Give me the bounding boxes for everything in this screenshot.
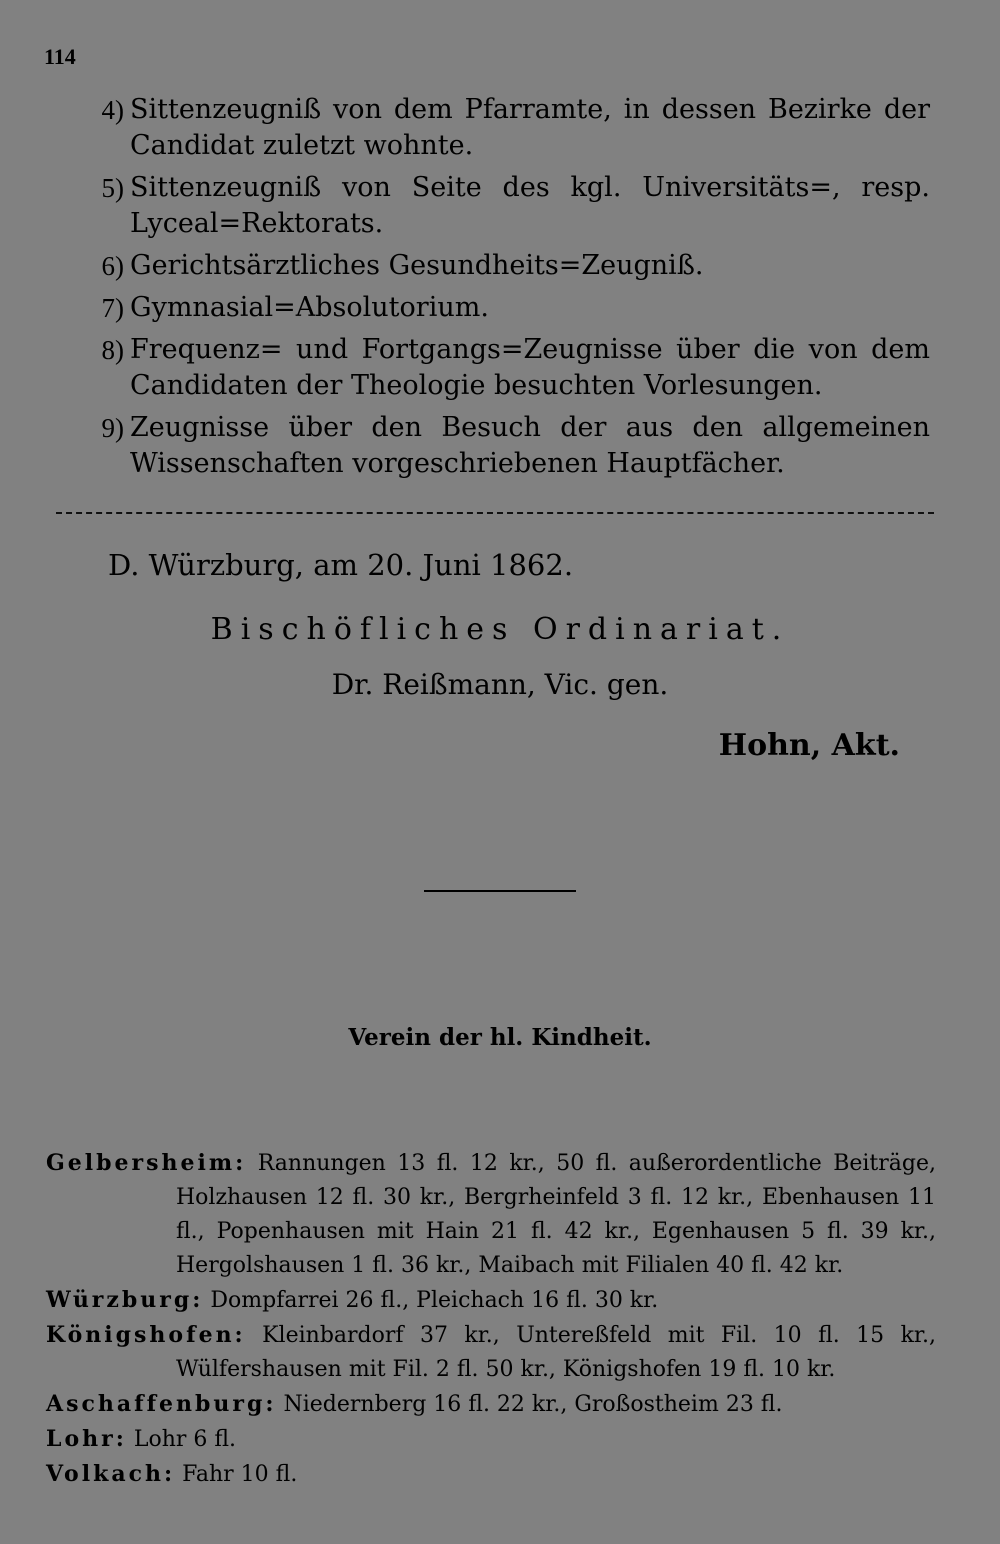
contributions-list xyxy=(46,1146,936,1492)
item-number: 7) xyxy=(101,293,124,323)
requirements-list xyxy=(58,92,938,488)
contribution-entry xyxy=(46,1422,936,1457)
list-item xyxy=(58,410,938,482)
section-divider xyxy=(424,890,576,892)
contribution-entry xyxy=(46,1387,936,1422)
contribution-entry xyxy=(46,1283,936,1318)
list-item xyxy=(58,170,938,242)
contribution-text: Fahr 10 fl. xyxy=(182,1462,298,1487)
item-number: 6) xyxy=(101,251,124,281)
page-number: 114 xyxy=(44,44,76,69)
contribution-entry xyxy=(46,1146,936,1283)
contribution-entry xyxy=(46,1318,936,1387)
item-text: Gymnasial=Absolutorium. xyxy=(130,292,489,323)
item-text: Zeugnisse über den Besuch der aus den allgemeinen Wissenschaften vorgeschriebenen Hauptfächer. xyxy=(130,412,930,479)
place-name: Lohr: xyxy=(46,1426,127,1452)
contribution-text: Kleinbardorf 37 kr., Untereßfeld mit Fil. 10 fl. 15 kr., Wülfershausen mit Fil. 2 fl. 50 kr., Königshofen 19 fl. 10 kr. xyxy=(176,1323,936,1382)
contribution-text: Dompfarrei 26 fl., Pleichach 16 fl. 30 kr. xyxy=(210,1288,659,1313)
place-name: Königshofen: xyxy=(46,1322,246,1348)
signatory: Dr. Reißmann, Vic. gen. xyxy=(331,668,669,701)
issuing-authority: Bischöfliches Ordinariat. xyxy=(210,612,790,647)
item-number: 9) xyxy=(101,413,124,443)
item-text: Sittenzeugniß von Seite des kgl. Universitäts=, resp. Lyceal=Rektorats. xyxy=(130,172,930,239)
item-text: Frequenz= und Fortgangs=Zeugnisse über die von dem Candidaten der Theologie besuchten Vorlesungen. xyxy=(130,334,930,401)
item-text: Gerichtsärztliches Gesundheits=Zeugniß. xyxy=(130,250,704,281)
place-name: Volkach: xyxy=(46,1461,176,1487)
contribution-entry xyxy=(46,1457,936,1492)
contribution-text: Rannungen 13 fl. 12 kr., 50 fl. außerordentliche Beiträge, Holzhausen 12 fl. 30 kr., Bergrheinfeld 3 fl. 12 kr., Ebenhausen 11 fl., Popenhausen mit Hain 21 fl. 42 kr., Egenhausen 5 fl. 39 kr., Hergolshausen 1 fl. 36 kr., Maibach mit Filialen 40 fl. 42 kr. xyxy=(176,1151,937,1278)
item-number: 5) xyxy=(101,173,124,203)
section-heading: Verein der hl. Kindheit. xyxy=(348,1024,652,1051)
contribution-text: Lohr 6 fl. xyxy=(133,1427,237,1452)
place-name: Aschaffenburg: xyxy=(46,1391,277,1417)
countersignature: Hohn, Akt. xyxy=(718,728,900,763)
contribution-text: Niedernberg 16 fl. 22 kr., Großostheim 23 fl. xyxy=(283,1392,783,1417)
list-item xyxy=(58,332,938,404)
item-text: Sittenzeugniß von dem Pfarramte, in dessen Bezirke der Candidat zuletzt wohnte. xyxy=(130,94,930,161)
list-item xyxy=(58,290,938,326)
item-number: 4) xyxy=(101,95,124,125)
dashed-rule xyxy=(56,512,934,514)
list-item xyxy=(58,248,938,284)
dateline: D. Würzburg, am 20. Juni 1862. xyxy=(108,548,574,582)
item-number: 8) xyxy=(101,335,124,365)
list-item xyxy=(58,92,938,164)
place-name: Würzburg: xyxy=(46,1287,204,1313)
place-name: Gelbersheim: xyxy=(46,1150,247,1176)
